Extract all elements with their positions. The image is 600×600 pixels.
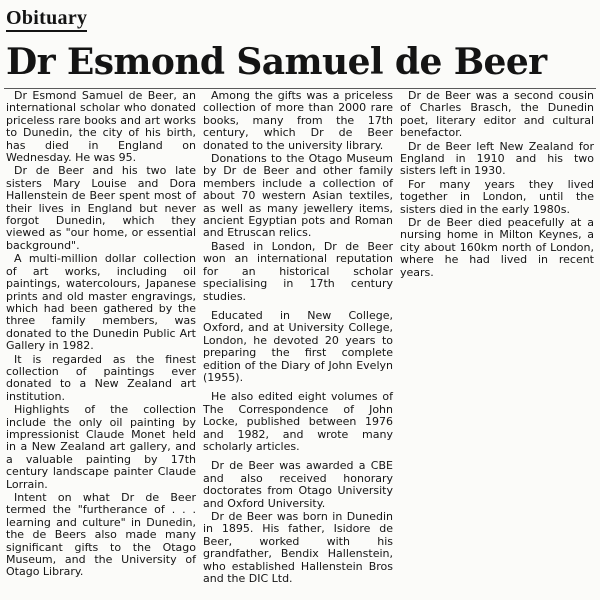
article-paragraph: Dr de Beer left New Zealand for England in 1910 and his two sisters left in 1930. bbox=[400, 139, 594, 178]
article-paragraph: Donations to the Otago Museum by Dr de Beer and other family members include a collection of about 70 western Asian textiles, as well as many jewellery items, ancient Egyptian pots and Roman and Etruscan relics. bbox=[203, 152, 393, 240]
article-column-1 bbox=[6, 90, 196, 579]
article-paragraph: Among the gifts was a priceless collection of more than 2000 rare books, many from the 17th century, which Dr de Beer donated to the university library. bbox=[203, 89, 393, 152]
section-label: Obituary bbox=[6, 6, 87, 32]
article-paragraph: Dr de Beer and his two late sisters Mary Louise and Dora Hallenstein de Beer spent most of their lives in England but never forgot Dunedin, which they viewed as "our home, or essential background". bbox=[6, 164, 196, 252]
article-paragraph: He also edited eight volumes of The Correspondence of John Locke, published between 1976 and 1982, and wrote many scholarly articles. bbox=[203, 390, 393, 453]
article-paragraph: Dr de Beer died peacefully at a nursing home in Milton Keynes, a city about 160km north of London, where he had lived in recent years. bbox=[400, 216, 594, 279]
article-paragraph: It is regarded as the finest collection of paintings ever donated to a New Zealand art institution. bbox=[6, 352, 196, 403]
article-paragraph: For many years they lived together in London, until the sisters died in the early 1980s. bbox=[400, 177, 594, 216]
headline: Dr Esmond Samuel de Beer bbox=[6, 41, 547, 83]
article-paragraph: Educated in New College, Oxford, and at University College, London, he devoted 20 years to preparing the first complete edition of the Diary of John Evelyn (1955). bbox=[203, 308, 393, 384]
article-column-3 bbox=[400, 90, 594, 279]
article-paragraph: Dr Esmond Samuel de Beer, an international scholar who donated priceless rare books and art works to Dunedin, the city of his birth, has died in England on Wednesday. He was 95. bbox=[6, 89, 196, 165]
article-paragraph: Dr de Beer was born in Dunedin in 1895. His father, Isidore de Beer, worked with his grandfather, Bendix Hallenstein, who established Hallenstein Bros and the DIC Ltd. bbox=[203, 510, 393, 586]
article-paragraph: Highlights of the collection include the only oil painting by impressionist Claude Monet held in a New Zealand art gallery, and a valuable painting by 17th century landscape painter Claude Lorrain. bbox=[6, 403, 196, 491]
article-paragraph: Based in London, Dr de Beer won an international reputation for an historical scholar specialising in 17th century studies. bbox=[203, 239, 393, 303]
article-column-2 bbox=[203, 90, 393, 585]
article-paragraph: A multi-million dollar collection of art works, including oil paintings, watercolours, Japanese prints and old master engravings, which had been gathered by the three family members, was donated to the Dunedin Public Art Gallery in 1982. bbox=[6, 252, 196, 353]
article-paragraph: Dr de Beer was awarded a CBE and also received honorary doctorates from Otago University and Oxford University. bbox=[203, 459, 393, 510]
article-paragraph: Intent on what Dr de Beer termed the "furtherance of . . . learning and culture" in Dunedin, the de Beers also made many significant gifts to the Otago Museum, and the University of Otago Library. bbox=[6, 491, 196, 579]
article-paragraph: Dr de Beer was a second cousin of Charles Brasch, the Dunedin poet, literary editor and cultural benefactor. bbox=[400, 89, 594, 140]
